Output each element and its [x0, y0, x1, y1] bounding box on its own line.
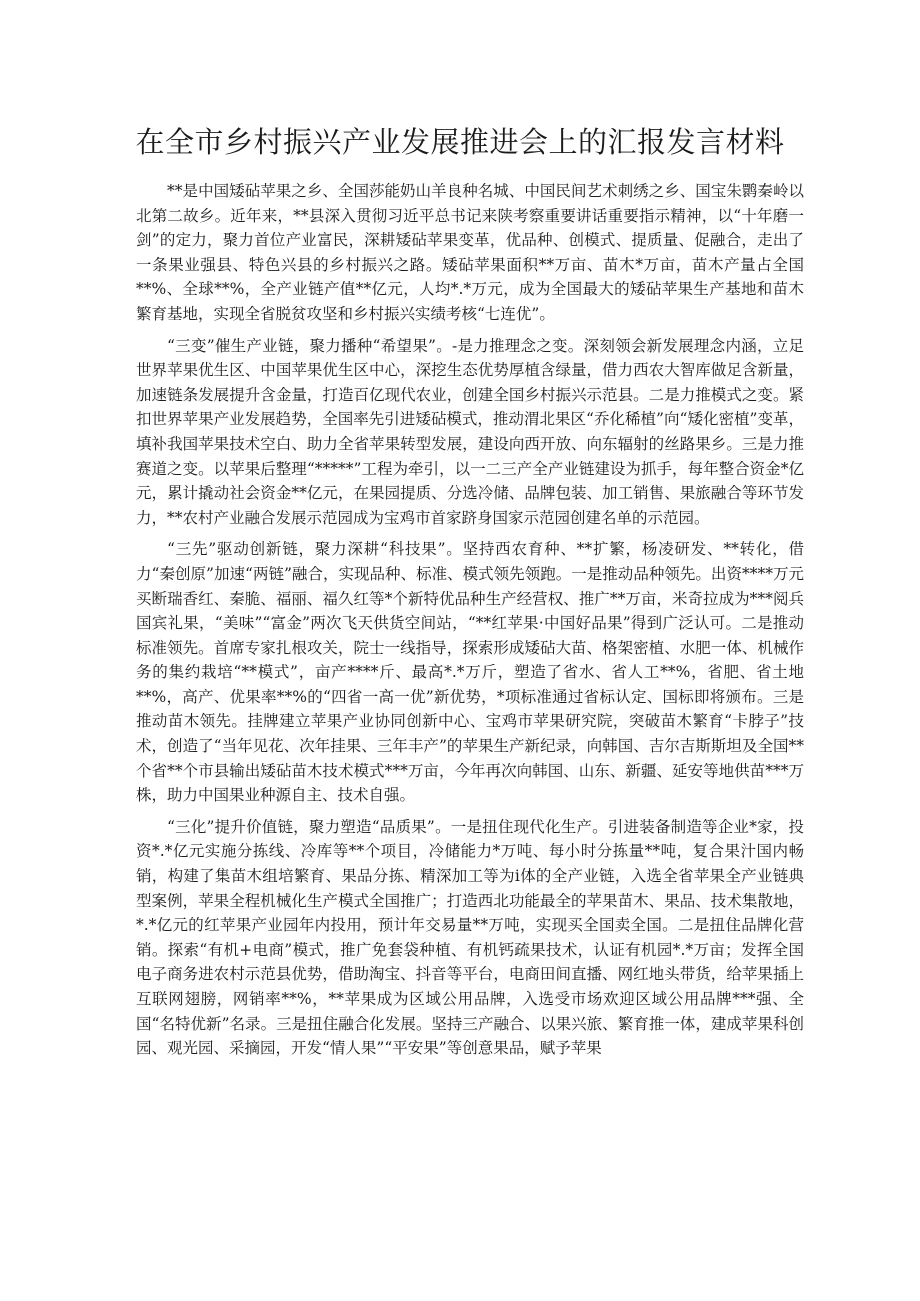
document-body — [136, 179, 804, 1068]
document-title: 在全市乡村振兴产业发展推进会上的汇报发言材料 — [135, 125, 785, 159]
paragraph-value-chain: “三化”提升价值链，聚力塑造“品质果”。一是扭住现代化生产。引进装备制造等企业*家，投资*.*亿元实施分拣线、冷库等**个项目，冷储能力*万吨、每小时分拣量**吨，复合果汁国内畅销，构建了集苗木组培繁育、果品分拣、精深加工等为i体的全产业链，入选全省苹果全产业链典型案例，苹果全程机械化生产模式全国推广；打造西北功能最全的苹果苗木、果品、技术集散地，*.*亿元的红苹果产业园年内投用，预计年交易量**万吨，实现买全国卖全国。二是扭住品牌化营销。探索“有机+电商”模式，推广免套袋种植、有机钙疏果技术，认证有机园*.*万亩；发挥全国电子商务进农村示范县优势，借助淘宝、抖音等平台，电商田间直播、网红地头带货，给苹果插上互联网翅膀，网销率**%，**苹果成为区域公用品牌，入选受市场欢迎区域公用品牌***强、全国“名特优新”名录。三是扭住融合化发展。坚持三产融合、以果兴旅、繁育推一体，建成苹果科创园、观光园、采摘园，开发“情人果”“平安果”等创意果品，赋予苹果 — [136, 817, 804, 1058]
paragraph-innovation-chain: “三先”驱动创新链，聚力深耕“科技果”。坚持西农育种、**扩繁，杨凌研发、**转化，借力“秦创原”加速“两链”融合，实现品种、标准、模式领先领跑。一是推动品种领先。出资****万元买断瑞香红、秦脆、福丽、福久红等*个新特优品种生产经营权、推广**万亩，米奇拉成为***阅兵国宾礼果，“美味”“富金”两次飞天供货空间站，“**红苹果·中国好品果”得到广泛认可。二是推动标准领先。首席专家扎根攻关，院士一线指导，探索形成矮砧大苗、格架密植、水肥一体、机械作务的集约栽培“**模式”，亩产****斤、最高*.*万斤，塑造了省水、省人工**%，省肥、省土地**%，高产、优果率**%的“四省一高一优”新优势，*项标准通过省标认定、国标即将颁布。三是推动苗木领先。挂牌建立苹果产业协同创新中心、宝鸡市苹果研究院，突破苗木繁育“卡脖子”技术，创造了“当年见花、次年挂果、三年丰产”的苹果生产新纪录，向韩国、吉尔吉斯斯坦及全国**个省**个市县输出矮砧苗木技术模式***万亩，今年再次向韩国、山东、新疆、延安等地供苗***万株，助力中国果业种源自主、技术自强。 — [136, 540, 804, 805]
paragraph-industry-chain: “三变”催生产业链，聚力播种“希望果”。-是力推理念之变。深刻领会新发展理念内涵，立足世界苹果优生区、中国苹果优生区中心，深挖生态优势厚植含绿量，借力西农大智库做足含新量，加速链条发展提升含金量，打造百亿现代农业，创建全国乡村振兴示范县。二是力推模式之变。紧扣世界苹果产业发展趋势，全国率先引进矮砧模式，推动渭北果区“乔化稀植”向“矮化密植”变革，填补我国苹果技术空白、助力全省苹果转型发展，建设向西开放、向东辐射的丝路果乡。三是力推赛道之变。以苹果后整理“*****”工程为牵引，以一二三产全产业链建设为抓手，每年整合资金*亿元，累计撬动社会资金**亿元，在果园提质、分选冷储、品牌包装、加工销售、果旅融合等环节发力，**农村产业融合发展示范园成为宝鸡市首家跻身国家示范园创建名单的示范园。 — [136, 336, 804, 527]
paragraph-intro: **是中国矮砧苹果之乡、全国莎能奶山羊良种名城、中国民间艺术刺绣之乡、国宝朱鹮秦岭以北第二故乡。近年来，**县深入贯彻习近平总书记来陕考察重要讲话重要指示精神，以“十年磨一剑”的定力，聚力首位产业富民，深耕矮砧苹果变革，优品种、创模式、提质量、促融合，走出了一条果业强县、特色兴县的乡村振兴之路。矮砧苹果面积**万亩、苗木*万亩，苗木产量占全国**%、全球**%，全产业链产值**亿元，人均*.*万元，成为全国最大的矮砧苹果生产基地和苗木繁育基地，实现全省脱贫攻坚和乡村振兴实绩考核“七连优”。 — [136, 182, 804, 323]
